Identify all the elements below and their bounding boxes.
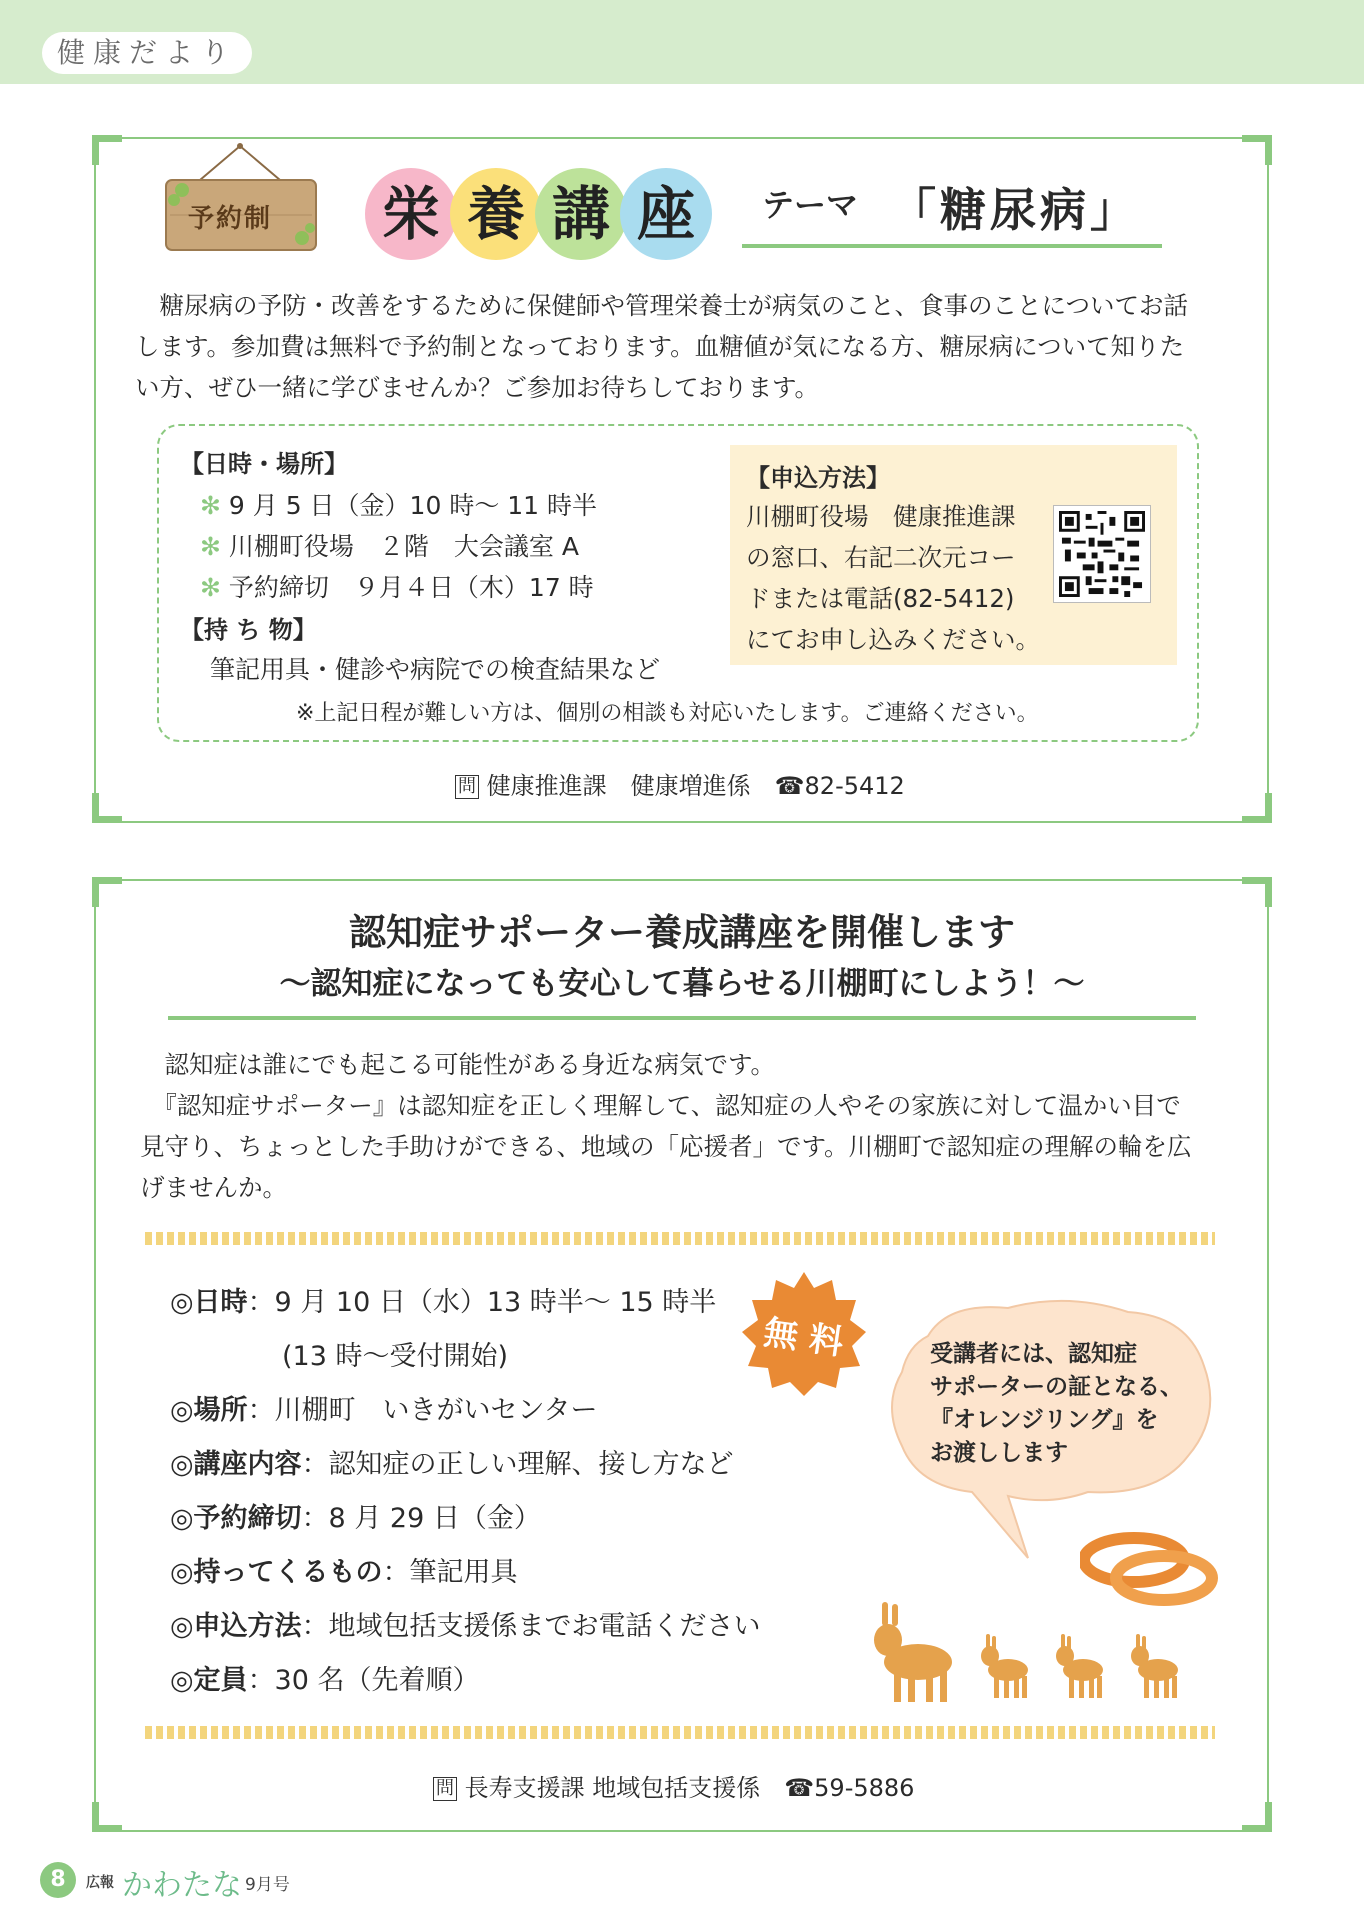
datetime-text: 9 月 5 日（金）10 時〜 11 時半	[228, 491, 598, 520]
page-number: 8	[40, 1862, 76, 1898]
detail-value: ：認知症の正しい理解、接し方など	[301, 1449, 734, 1480]
items-text: 筆記用具・健診や病院での検査結果など	[210, 655, 661, 684]
bubble-line: 受講者には、認知症	[930, 1341, 1137, 1367]
detail-content	[170, 1442, 734, 1481]
apply-text	[746, 496, 1040, 660]
detail-value: ：川棚町 いきがいセンター	[247, 1395, 598, 1426]
title-char-2: 養	[450, 168, 542, 260]
datetime-text: 予約締切 ９月４日（木）17 時	[228, 573, 594, 602]
contact-text: 健康推進課 健康増進係 ☎82-5412	[486, 772, 905, 800]
detail-label: ◎講座内容	[170, 1449, 302, 1480]
detail-value: ：30 名（先着順）	[247, 1665, 480, 1696]
frame-line	[94, 165, 96, 793]
frame-line	[94, 907, 96, 1802]
free-text: 無 料	[761, 1312, 846, 1364]
frame-line	[122, 821, 1242, 823]
contact-line	[455, 766, 905, 801]
frame-line	[1267, 165, 1269, 793]
detail-value: ：筆記用具	[382, 1557, 518, 1588]
apply-line: ドまたは電話(82-5412)	[746, 584, 1015, 613]
bullet-icon: ✻	[200, 532, 221, 561]
dotted-divider	[145, 1726, 1215, 1739]
frame-line	[1267, 907, 1269, 1802]
footer-brand: かわたな	[122, 1868, 242, 1903]
theme-title: 「糖尿病」	[890, 183, 1140, 237]
frame-line	[122, 879, 1242, 881]
datetime-item	[200, 567, 597, 608]
detail-place	[170, 1388, 597, 1427]
frame-corner	[92, 135, 122, 165]
detail-datetime	[170, 1280, 716, 1319]
theme-label: テーマ	[762, 186, 859, 224]
bullet-icon: ✻	[200, 573, 221, 602]
intro-line: 見守り、ちょっとした手助けができる、地域の「応援者」です。川棚町で認知症の理解の輪を広	[140, 1132, 1192, 1161]
detail-value: ：地域包括支援係までお電話ください	[301, 1611, 761, 1642]
frame-corner	[1242, 1802, 1272, 1832]
qr-pattern-icon	[1059, 511, 1145, 597]
intro-line: 『認知症サポーター』は認知症を正しく理解して、認知症の人やその家族に対して温かい目で	[140, 1091, 1181, 1120]
frame-line	[122, 1830, 1242, 1832]
detail-capacity	[170, 1658, 480, 1697]
frame-corner	[1242, 793, 1272, 823]
dementia-intro	[140, 1044, 1240, 1208]
contact-text: 長寿支援課 地域包括支援係 ☎59-5886	[464, 1774, 915, 1802]
frame-corner	[92, 1802, 122, 1832]
detail-label: ◎日時	[170, 1287, 248, 1318]
donkey-icon	[868, 1600, 1188, 1710]
reservation-sign	[160, 140, 320, 260]
section-tag: 健康だより	[42, 32, 252, 74]
nutrition-intro	[135, 285, 1235, 408]
intro-line: 認知症は誰にでも起こる可能性がある身近な病気です。	[140, 1050, 776, 1079]
bubble-text	[930, 1338, 1183, 1470]
intro-line: します。参加費は無料で予約制となっております。血糖値が気になる方、糖尿病について知りた	[135, 332, 1185, 361]
apply-line: の窓口、右記二次元コー	[746, 543, 1016, 572]
apply-line: 川棚町役場 健康推進課	[746, 502, 1016, 531]
note-text: ※上記日程が難しい方は、個別の相談も対応いたします。ご連絡ください。	[296, 701, 1039, 726]
contact-line	[433, 1768, 914, 1803]
bubble-line: サポーターの証となる、	[930, 1374, 1183, 1400]
detail-apply	[170, 1604, 761, 1643]
detail-label: ◎持ってくるもの	[170, 1557, 383, 1588]
bullet-icon: ✻	[200, 491, 221, 520]
dementia-subtitle: 〜認知症になっても安心して暮らせる川棚町にしよう！〜	[279, 966, 1085, 1002]
frame-corner	[1242, 135, 1272, 165]
contact-mark-icon: 問	[433, 1777, 457, 1801]
dotted-divider	[145, 1232, 1215, 1245]
datetime-heading: 【日時・場所】	[180, 450, 348, 478]
qr-code-icon[interactable]	[1053, 505, 1151, 603]
datetime-list	[200, 485, 597, 608]
contact-mark-icon: 問	[455, 775, 479, 799]
datetime-item	[200, 526, 597, 567]
datetime-item	[200, 485, 597, 526]
footer-issue: 9月号	[245, 1875, 290, 1895]
rings-icon	[1080, 1528, 1218, 1608]
detail-label: ◎定員	[170, 1665, 248, 1696]
intro-line: 糖尿病の予防・改善をするために保健師や管理栄養士が病気のこと、食事のことについてお話	[135, 291, 1189, 320]
detail-bring	[170, 1550, 518, 1589]
detail-value: ：8 月 29 日（金）	[301, 1503, 541, 1534]
detail-label: ◎予約締切	[170, 1503, 302, 1534]
detail-value: ：9 月 10 日（水）13 時半〜 15 時半	[247, 1287, 717, 1318]
datetime-text: 川棚町役場 ２階 大会議室 A	[228, 532, 579, 561]
intro-line: い方、ぜひ一緒に学びませんか？ご参加お待ちしております。	[135, 373, 820, 402]
intro-line: げませんか。	[140, 1173, 287, 1202]
frame-corner	[92, 793, 122, 823]
apply-line: にてお申し込みください。	[746, 625, 1040, 654]
apply-heading: 【申込方法】	[746, 464, 890, 492]
title-char-1: 栄	[365, 168, 457, 260]
donkeys-illustration	[868, 1600, 1188, 1710]
detail-label: ◎申込方法	[170, 1611, 302, 1642]
detail-value: (13 時〜受付開始)	[282, 1341, 509, 1372]
detail-label: ◎場所	[170, 1395, 248, 1426]
detail-reception	[282, 1334, 508, 1373]
sign-text: 予約制	[188, 204, 273, 234]
title-char-4: 座	[620, 168, 712, 260]
frame-line	[122, 137, 1242, 139]
orange-ring-icon	[1080, 1528, 1218, 1608]
theme-underline	[742, 244, 1162, 248]
dementia-title: 認知症サポーター養成講座を開催します	[349, 911, 1015, 954]
title-char-3: 講	[535, 168, 627, 260]
title-underline	[168, 1016, 1196, 1020]
bubble-line: お渡しします	[930, 1440, 1068, 1466]
items-heading: 【持 ち 物】	[180, 616, 317, 644]
free-badge	[740, 1270, 868, 1398]
detail-deadline	[170, 1496, 541, 1535]
footer-kouhou: 広報	[86, 1875, 114, 1891]
speech-bubble	[888, 1296, 1218, 1566]
bubble-line: 『オレンジリング』を	[930, 1407, 1159, 1433]
